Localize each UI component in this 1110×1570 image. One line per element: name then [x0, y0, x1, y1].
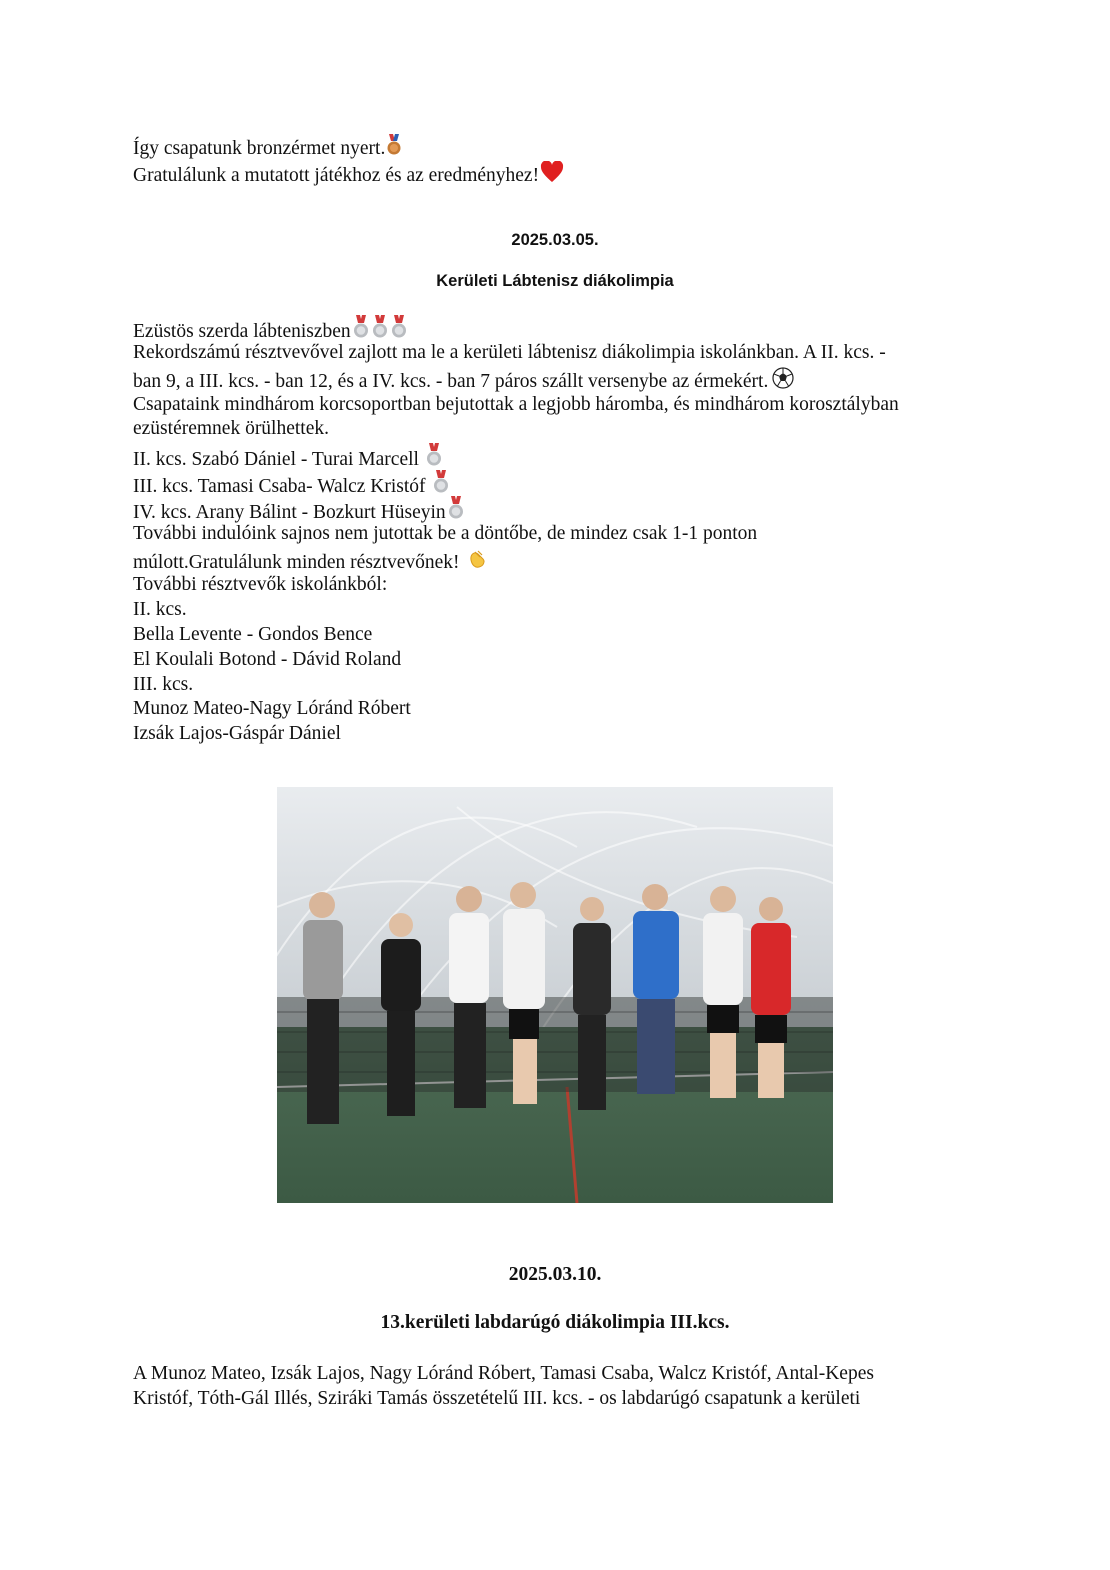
- section2-date: 2025.03.10.: [508, 1264, 602, 1285]
- result-text-1: II. kcs. Szabó Dániel - Turai Marcell: [133, 449, 419, 470]
- participants-line-7: Izsák Lajos-Gáspár Dániel: [133, 723, 341, 744]
- section1-para-line-1: Rekordszámú résztvevővel zajlott ma le a kerületi lábtenisz diákolimpia iskolánkban. A II. kcs. -: [133, 342, 886, 363]
- participants-line-5: III. kcs.: [133, 674, 194, 695]
- section1-para-line-4: ezüstéremnek örülhettek.: [133, 418, 329, 439]
- participants-line-6: Munoz Mateo-Nagy Lóránd Róbert: [133, 698, 411, 719]
- participants-line-4: El Koulali Botond - Dávid Roland: [133, 649, 402, 670]
- section2-para-line-1: A Munoz Mateo, Izsák Lajos, Nagy Lóránd Róbert, Tamasi Csaba, Walcz Kristóf, Antal-Kepes: [133, 1363, 874, 1384]
- participants-line-3: Bella Levente - Gondos Bence: [133, 624, 373, 645]
- section2-title: 13.kerületi labdarúgó diákolimpia III.kcs.: [380, 1312, 730, 1333]
- section1-title: Kerületi Lábtenisz diákolimpia: [436, 272, 674, 290]
- para-text-2: ban 9, a III. kcs. - ban 12, és a IV. kcs. - ban 7 páros szállt versenybe az érmekért.: [133, 371, 769, 392]
- participants-line-1: További résztvevők iskolánkból:: [133, 574, 388, 595]
- section1-para-line-3: Csapataink mindhárom korcsoportban bejutottak a legjobb háromba, és mindhárom korosztályban: [133, 394, 899, 415]
- intro-text-1: Így csapatunk bronzérmet nyert.: [133, 138, 386, 159]
- result-text-2: III. kcs. Tamasi Csaba- Walcz Kristóf: [133, 476, 426, 497]
- section1-date: 2025.03.05.: [511, 231, 599, 249]
- intro-line-1: [133, 134, 993, 163]
- red-heart-icon: [540, 161, 564, 190]
- headline-text: Ezüstös szerda lábteniszben: [133, 321, 351, 342]
- soccer-ball-icon: [772, 367, 794, 396]
- participants-line-2: II. kcs.: [133, 599, 187, 620]
- result-text-3: IV. kcs. Arany Bálint - Bozkurt Hüseyin: [133, 502, 446, 523]
- intro-line-2: [133, 161, 993, 190]
- more-line-1: További indulóink sajnos nem jutottak be a döntőbe, de mindez csak 1-1 ponton: [133, 523, 758, 544]
- bronze-medal-icon: [386, 134, 402, 163]
- section1-para-line-2: [133, 367, 993, 396]
- intro-text-2: Gratulálunk a mutatott játékhoz és az eredményhez!: [133, 165, 540, 186]
- more-text-2: múlott.Gratulálunk minden résztvevőnek!: [133, 552, 460, 573]
- section2-para-line-2: Kristóf, Tóth-Gál Illés, Sziráki Tamás összetételű III. kcs. - os labdarúgó csapatunk a kerületi: [133, 1388, 861, 1409]
- team-photo: [277, 787, 833, 1203]
